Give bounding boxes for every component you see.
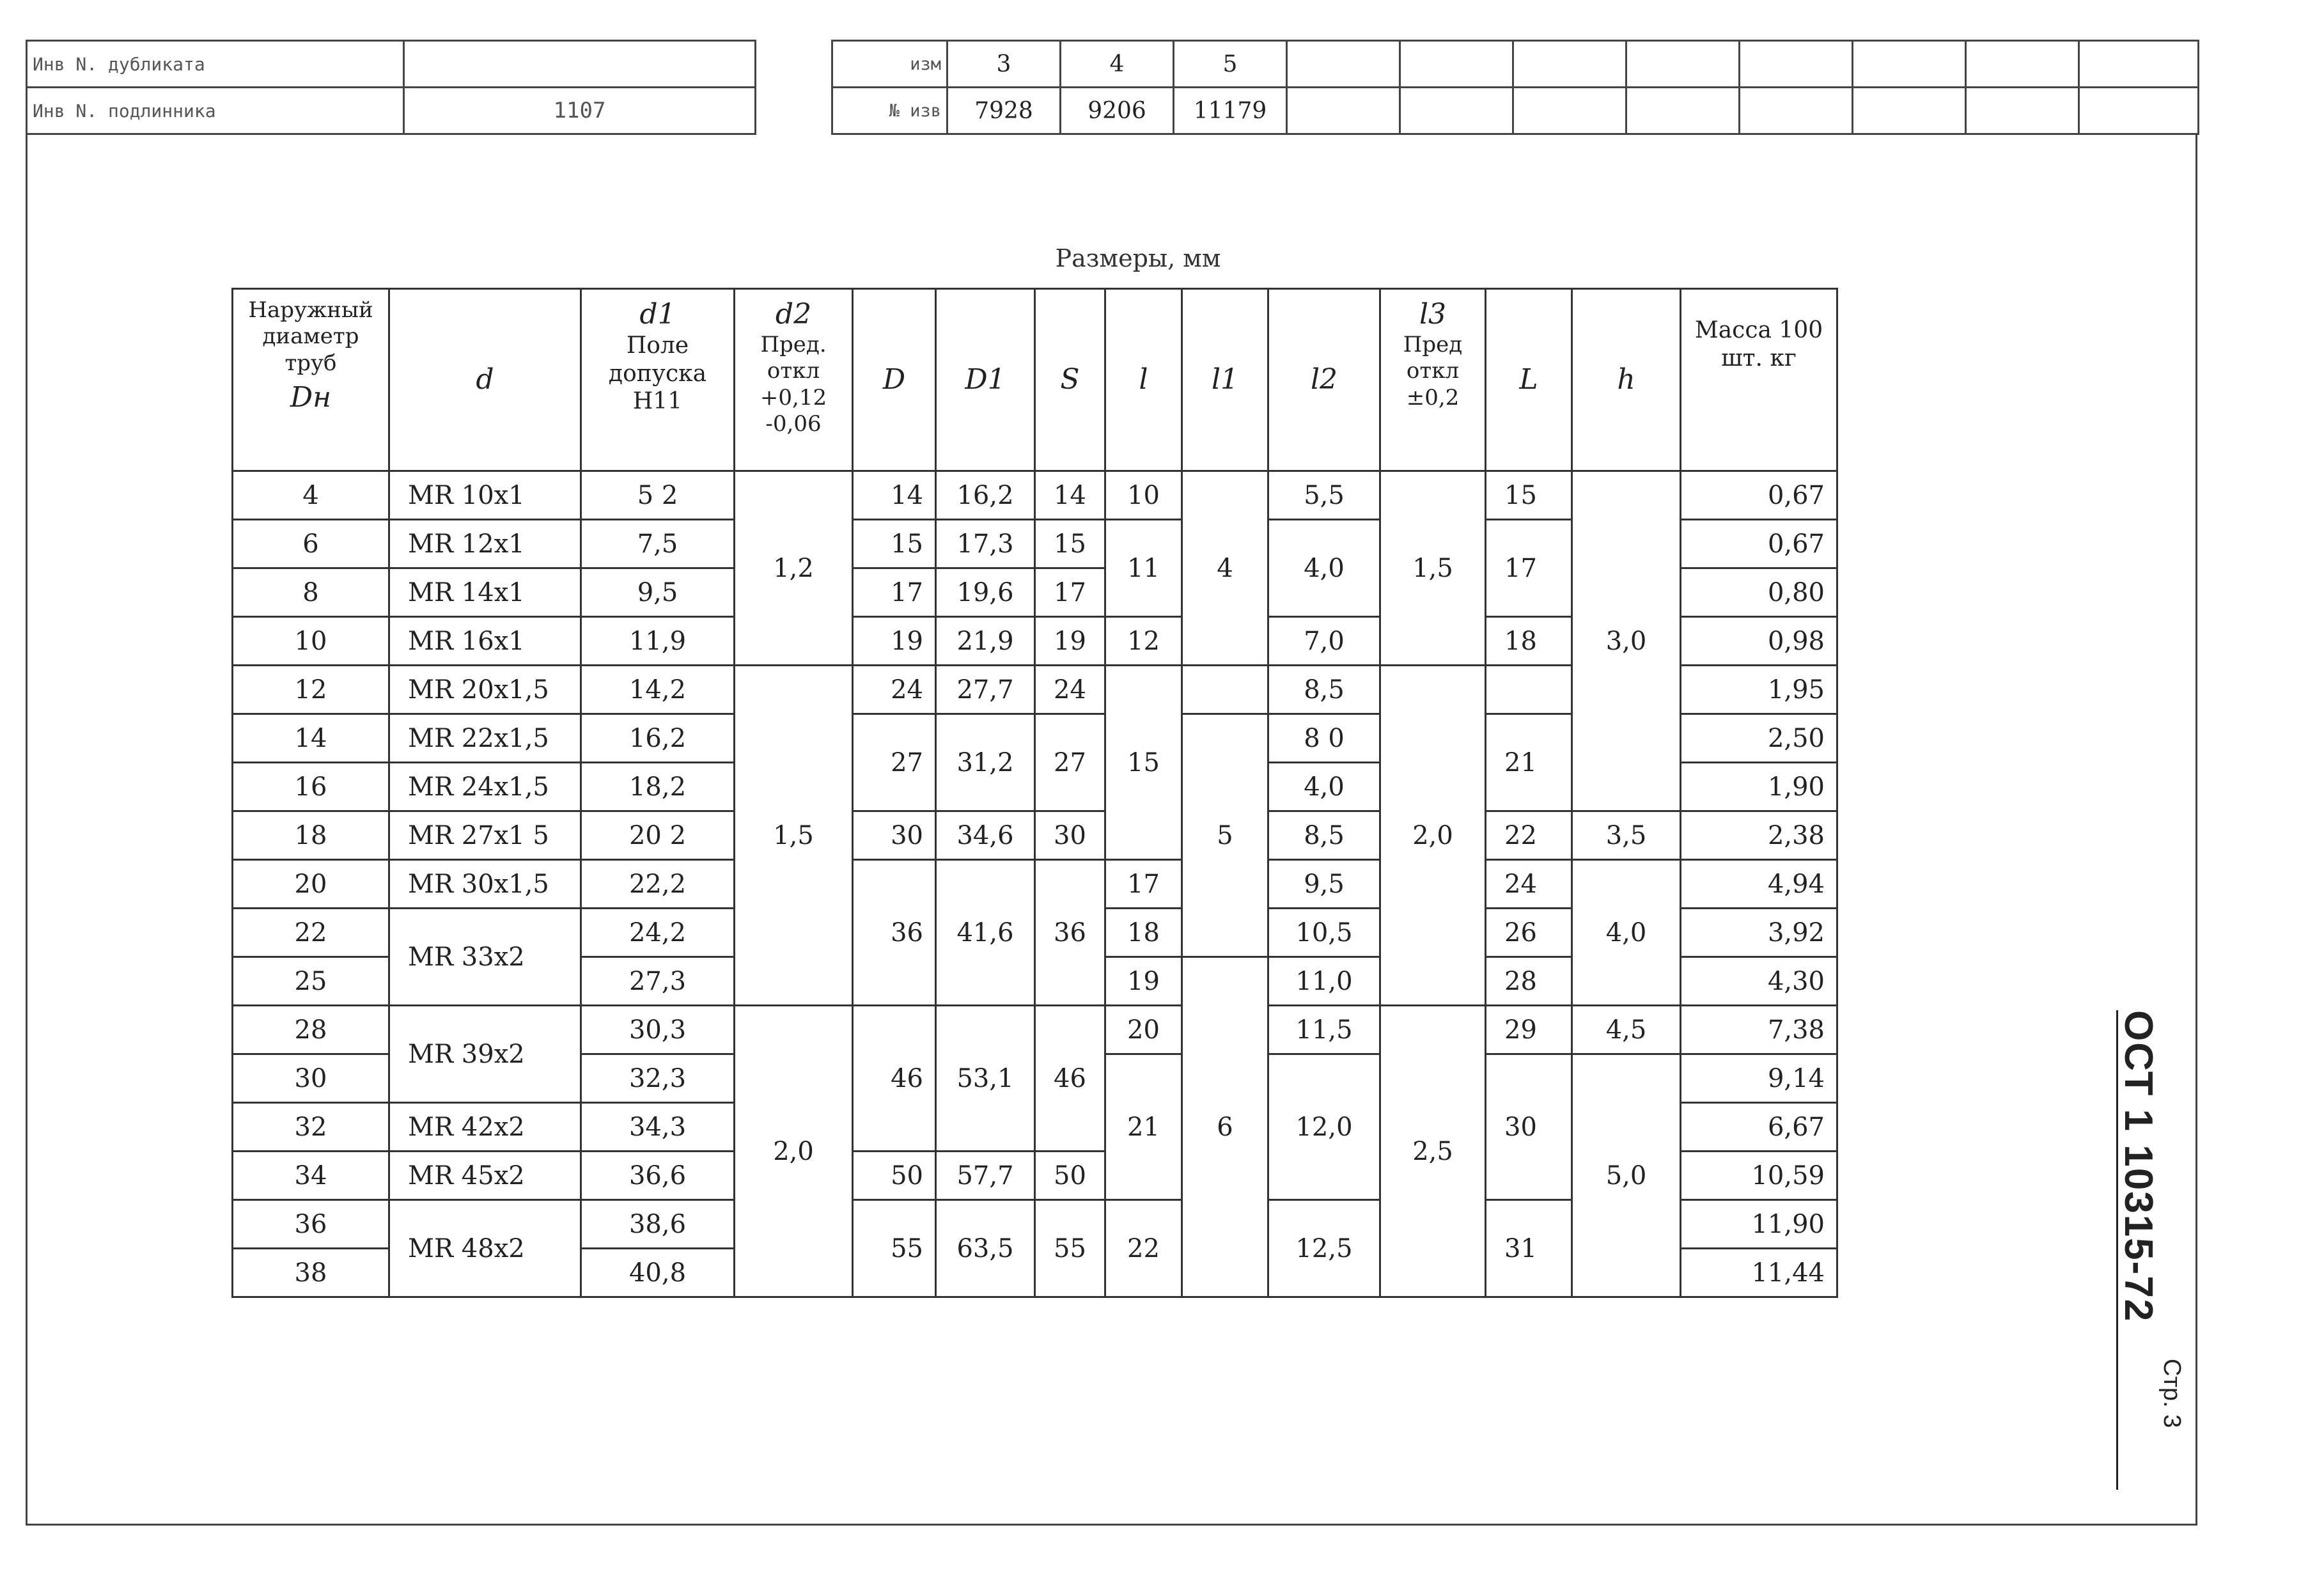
inventory-table [26,40,756,135]
table-row [233,860,1837,909]
L-cell: 31 [1486,1200,1572,1297]
d1-cell: 34,3 [581,1103,735,1152]
l2-cell: 5,5 [1268,471,1380,520]
col-l3-tol: ±0,2 [1406,384,1460,410]
D1-cell: 57,7 [936,1152,1035,1200]
l-cell: 22 [1105,1200,1182,1297]
L-cell: 29 [1486,1006,1572,1054]
col-l3 [1380,289,1486,471]
S-cell: 14 [1035,471,1105,520]
number-row [832,88,2199,134]
d1-cell: 11,9 [581,617,735,666]
col-d2-desc: Пред. откл [760,331,827,384]
l2-cell: 11,5 [1268,1006,1380,1054]
l2-cell: 12,5 [1268,1200,1380,1297]
duplicate-value [404,41,756,88]
col-D [853,289,936,471]
table-caption: Размеры, мм [1055,244,1221,272]
D1-cell: 34,6 [936,811,1035,860]
h-cell: 5,0 [1572,1054,1681,1297]
l2-cell: 12,0 [1268,1054,1380,1200]
change-log-table [831,40,2199,135]
col-l3-desc: Пред откл [1403,331,1463,384]
dn-cell: 12 [233,666,389,714]
l-cell: 10 [1105,471,1182,520]
mass-cell: 6,67 [1681,1103,1837,1152]
change-cell [1400,41,1513,88]
d2-cell: 1,5 [735,666,853,1006]
col-dn-symbol: Dн [290,381,332,414]
d1-cell: 7,5 [581,520,735,568]
col-l-symbol: l [1139,363,1148,396]
col-l2 [1268,289,1380,471]
change-label: изм [832,41,948,88]
D-cell: 46 [853,1006,936,1152]
dimensions-table [231,288,1838,1298]
S-cell: 27 [1035,714,1105,811]
standard-code: ОСТ 1 10315-72 [2116,1010,2160,1323]
D1-cell: 63,5 [936,1200,1035,1297]
mass-cell: 11,90 [1681,1200,1837,1249]
l3-cell: 1,5 [1380,471,1486,666]
col-l2-symbol: l2 [1310,363,1338,396]
col-d1-symbol: d1 [639,298,676,331]
dn-cell: 18 [233,811,389,860]
col-d2-tol-minus: -0,06 [765,411,822,437]
dn-cell: 30 [233,1054,389,1103]
col-h-symbol: h [1617,363,1635,396]
dn-cell: 28 [233,1006,389,1054]
l1-cell: 6 [1182,957,1268,1297]
d-cell: MR 42x2 [389,1103,581,1152]
d-cell: MR 14x1 [389,568,581,617]
dn-cell: 32 [233,1103,389,1152]
l1-cell: 4 [1182,471,1268,666]
l-cell: 19 [1105,957,1182,1006]
col-d1 [581,289,735,471]
col-D1-symbol: D1 [965,363,1006,396]
mass-cell: 11,44 [1681,1249,1837,1297]
col-d2-symbol: d2 [775,298,812,331]
L-cell: 24 [1486,860,1572,909]
mass-cell: 3,92 [1681,909,1837,957]
D1-cell: 41,6 [936,860,1035,1006]
h-cell: 3,5 [1572,811,1681,860]
L-cell: 21 [1486,714,1572,811]
l3-cell: 2,0 [1380,666,1486,1006]
D-cell: 14 [853,471,936,520]
l2-cell: 8,5 [1268,811,1380,860]
d1-cell: 32,3 [581,1054,735,1103]
col-D-symbol: D [882,363,906,396]
l-cell: 20 [1105,1006,1182,1054]
dn-cell: 38 [233,1249,389,1297]
change-cell [1626,41,1740,88]
d-cell: MR 39x2 [389,1006,581,1103]
l2-cell: 11,0 [1268,957,1380,1006]
l2-cell: 4,0 [1268,763,1380,811]
col-D1 [936,289,1035,471]
S-cell: 55 [1035,1200,1105,1297]
L-cell: 26 [1486,909,1572,957]
l1-cell-empty [1182,666,1268,714]
col-l1 [1182,289,1268,471]
dn-cell: 10 [233,617,389,666]
d2-cell: 2,0 [735,1006,853,1297]
change-cell [1966,41,2079,88]
D1-cell: 31,2 [936,714,1035,811]
S-cell: 36 [1035,860,1105,1006]
S-cell: 15 [1035,520,1105,568]
notice-number-cell [1966,88,2079,134]
d-cell: MR 30x1,5 [389,860,581,909]
d1-cell: 18,2 [581,763,735,811]
table-header-row [233,289,1837,471]
page-number: Стр. 3 [2158,1359,2185,1428]
col-L-symbol: L [1519,363,1538,396]
d1-cell: 38,6 [581,1200,735,1249]
change-cell [1287,41,1400,88]
notice-number-cell [2079,88,2199,134]
mass-cell: 0,67 [1681,520,1837,568]
change-cell: 5 [1174,41,1287,88]
L-cell: 18 [1486,617,1572,666]
duplicate-label: Инв N. дубликата [27,41,404,88]
l2-cell: 8 0 [1268,714,1380,763]
d-cell: MR 20x1,5 [389,666,581,714]
d2-cell: 1,2 [735,471,853,666]
col-dn [233,289,389,471]
notice-number-cell [1513,88,1626,134]
original-value: 1107 [404,88,756,134]
l2-cell: 10,5 [1268,909,1380,957]
d1-cell: 30,3 [581,1006,735,1054]
D-cell: 19 [853,617,936,666]
l3-cell: 2,5 [1380,1006,1486,1297]
d1-cell: 27,3 [581,957,735,1006]
d1-cell: 5 2 [581,471,735,520]
S-cell: 17 [1035,568,1105,617]
dn-cell: 8 [233,568,389,617]
dn-cell: 22 [233,909,389,957]
d1-cell: 40,8 [581,1249,735,1297]
notice-number-cell [1626,88,1740,134]
L-cell: 30 [1486,1054,1572,1200]
mass-cell: 2,50 [1681,714,1837,763]
D-cell: 30 [853,811,936,860]
d1-cell: 22,2 [581,860,735,909]
l-cell: 11 [1105,520,1182,617]
d-cell: MR 10x1 [389,471,581,520]
D1-cell: 27,7 [936,666,1035,714]
col-d [389,289,581,471]
change-cell: 3 [948,41,1061,88]
l2-cell: 7,0 [1268,617,1380,666]
l2-cell: 9,5 [1268,860,1380,909]
col-d2-tol-plus: +0,12 [760,384,827,410]
h-cell: 3,0 [1572,471,1681,811]
d-cell: MR 22x1,5 [389,714,581,763]
D-cell: 50 [853,1152,936,1200]
table-row [233,471,1837,520]
mass-cell: 10,59 [1681,1152,1837,1200]
d1-cell: 9,5 [581,568,735,617]
col-l1-symbol: l1 [1211,363,1239,396]
number-label: № изв [832,88,948,134]
D-cell: 27 [853,714,936,811]
L-cell: 22 [1486,811,1572,860]
D-cell: 55 [853,1200,936,1297]
mass-cell: 7,38 [1681,1006,1837,1054]
D1-cell: 16,2 [936,471,1035,520]
d1-cell: 16,2 [581,714,735,763]
col-mass [1681,289,1837,471]
mass-cell: 2,38 [1681,811,1837,860]
l1-cell: 5 [1182,714,1268,957]
mass-cell: 0,67 [1681,471,1837,520]
D1-cell: 53,1 [936,1006,1035,1152]
col-S [1035,289,1105,471]
notice-number-cell [1740,88,1853,134]
change-cell: 4 [1061,41,1174,88]
change-cell [1853,41,1966,88]
S-cell: 24 [1035,666,1105,714]
l-cell: 18 [1105,909,1182,957]
D-cell: 15 [853,520,936,568]
d-cell: MR 45x2 [389,1152,581,1200]
D1-cell: 17,3 [936,520,1035,568]
d1-cell: 36,6 [581,1152,735,1200]
d1-cell: 14,2 [581,666,735,714]
col-d1-desc: Поле допуска H11 [608,332,707,415]
dn-cell: 34 [233,1152,389,1200]
S-cell: 19 [1035,617,1105,666]
mass-cell: 1,90 [1681,763,1837,811]
col-d2 [735,289,853,471]
l2-cell: 4,0 [1268,520,1380,617]
D-cell: 17 [853,568,936,617]
col-mass-title: Масса 100 шт. кг [1694,317,1823,371]
l-cell: 21 [1105,1054,1182,1200]
D-cell: 24 [853,666,936,714]
notice-number-cell: 9206 [1061,88,1174,134]
dn-cell: 20 [233,860,389,909]
col-l3-symbol: l3 [1419,298,1447,331]
col-dn-title: Наружный диаметр труб [248,297,373,376]
L-cell: 15 [1486,471,1572,520]
notice-number-cell: 7928 [948,88,1061,134]
h-cell: 4,0 [1572,860,1681,1006]
col-h [1572,289,1681,471]
D-cell: 36 [853,860,936,1006]
S-cell: 50 [1035,1152,1105,1200]
notice-number-cell [1853,88,1966,134]
l-cell: 15 [1105,666,1182,860]
d1-cell: 20 2 [581,811,735,860]
l-cell: 17 [1105,860,1182,909]
table-row [233,811,1837,860]
change-cell [2079,41,2199,88]
col-l [1105,289,1182,471]
dn-cell: 4 [233,471,389,520]
dn-cell: 14 [233,714,389,763]
change-cell [1513,41,1626,88]
dn-cell: 25 [233,957,389,1006]
designation-stamp [2116,1010,2185,1496]
S-cell: 30 [1035,811,1105,860]
original-label: Инв N. подлинника [27,88,404,134]
mass-cell: 0,80 [1681,568,1837,617]
l2-cell: 8,5 [1268,666,1380,714]
D1-cell: 21,9 [936,617,1035,666]
mass-cell: 4,94 [1681,860,1837,909]
h-cell: 4,5 [1572,1006,1681,1054]
mass-cell: 0,98 [1681,617,1837,666]
L-cell-empty [1486,666,1572,714]
L-cell: 28 [1486,957,1572,1006]
col-L [1486,289,1572,471]
notice-number-cell: 11179 [1174,88,1287,134]
S-cell: 46 [1035,1006,1105,1152]
d-cell: MR 16x1 [389,617,581,666]
d-cell: MR 12x1 [389,520,581,568]
mass-cell: 1,95 [1681,666,1837,714]
table-row [233,1006,1837,1054]
D1-cell: 19,6 [936,568,1035,617]
dn-cell: 36 [233,1200,389,1249]
col-S-symbol: S [1060,363,1080,396]
dn-cell: 16 [233,763,389,811]
d-cell: MR 24x1,5 [389,763,581,811]
notice-number-cell [1400,88,1513,134]
d-cell: MR 33x2 [389,909,581,1006]
d1-cell: 24,2 [581,909,735,957]
change-cell [1740,41,1853,88]
d-cell: MR 48x2 [389,1200,581,1297]
notice-number-cell [1287,88,1400,134]
col-d-symbol: d [476,363,494,396]
l-cell: 12 [1105,617,1182,666]
d-cell: MR 27x1 5 [389,811,581,860]
change-row [832,41,2199,88]
dn-cell: 6 [233,520,389,568]
L-cell: 17 [1486,520,1572,617]
mass-cell: 4,30 [1681,957,1837,1006]
mass-cell: 9,14 [1681,1054,1837,1103]
